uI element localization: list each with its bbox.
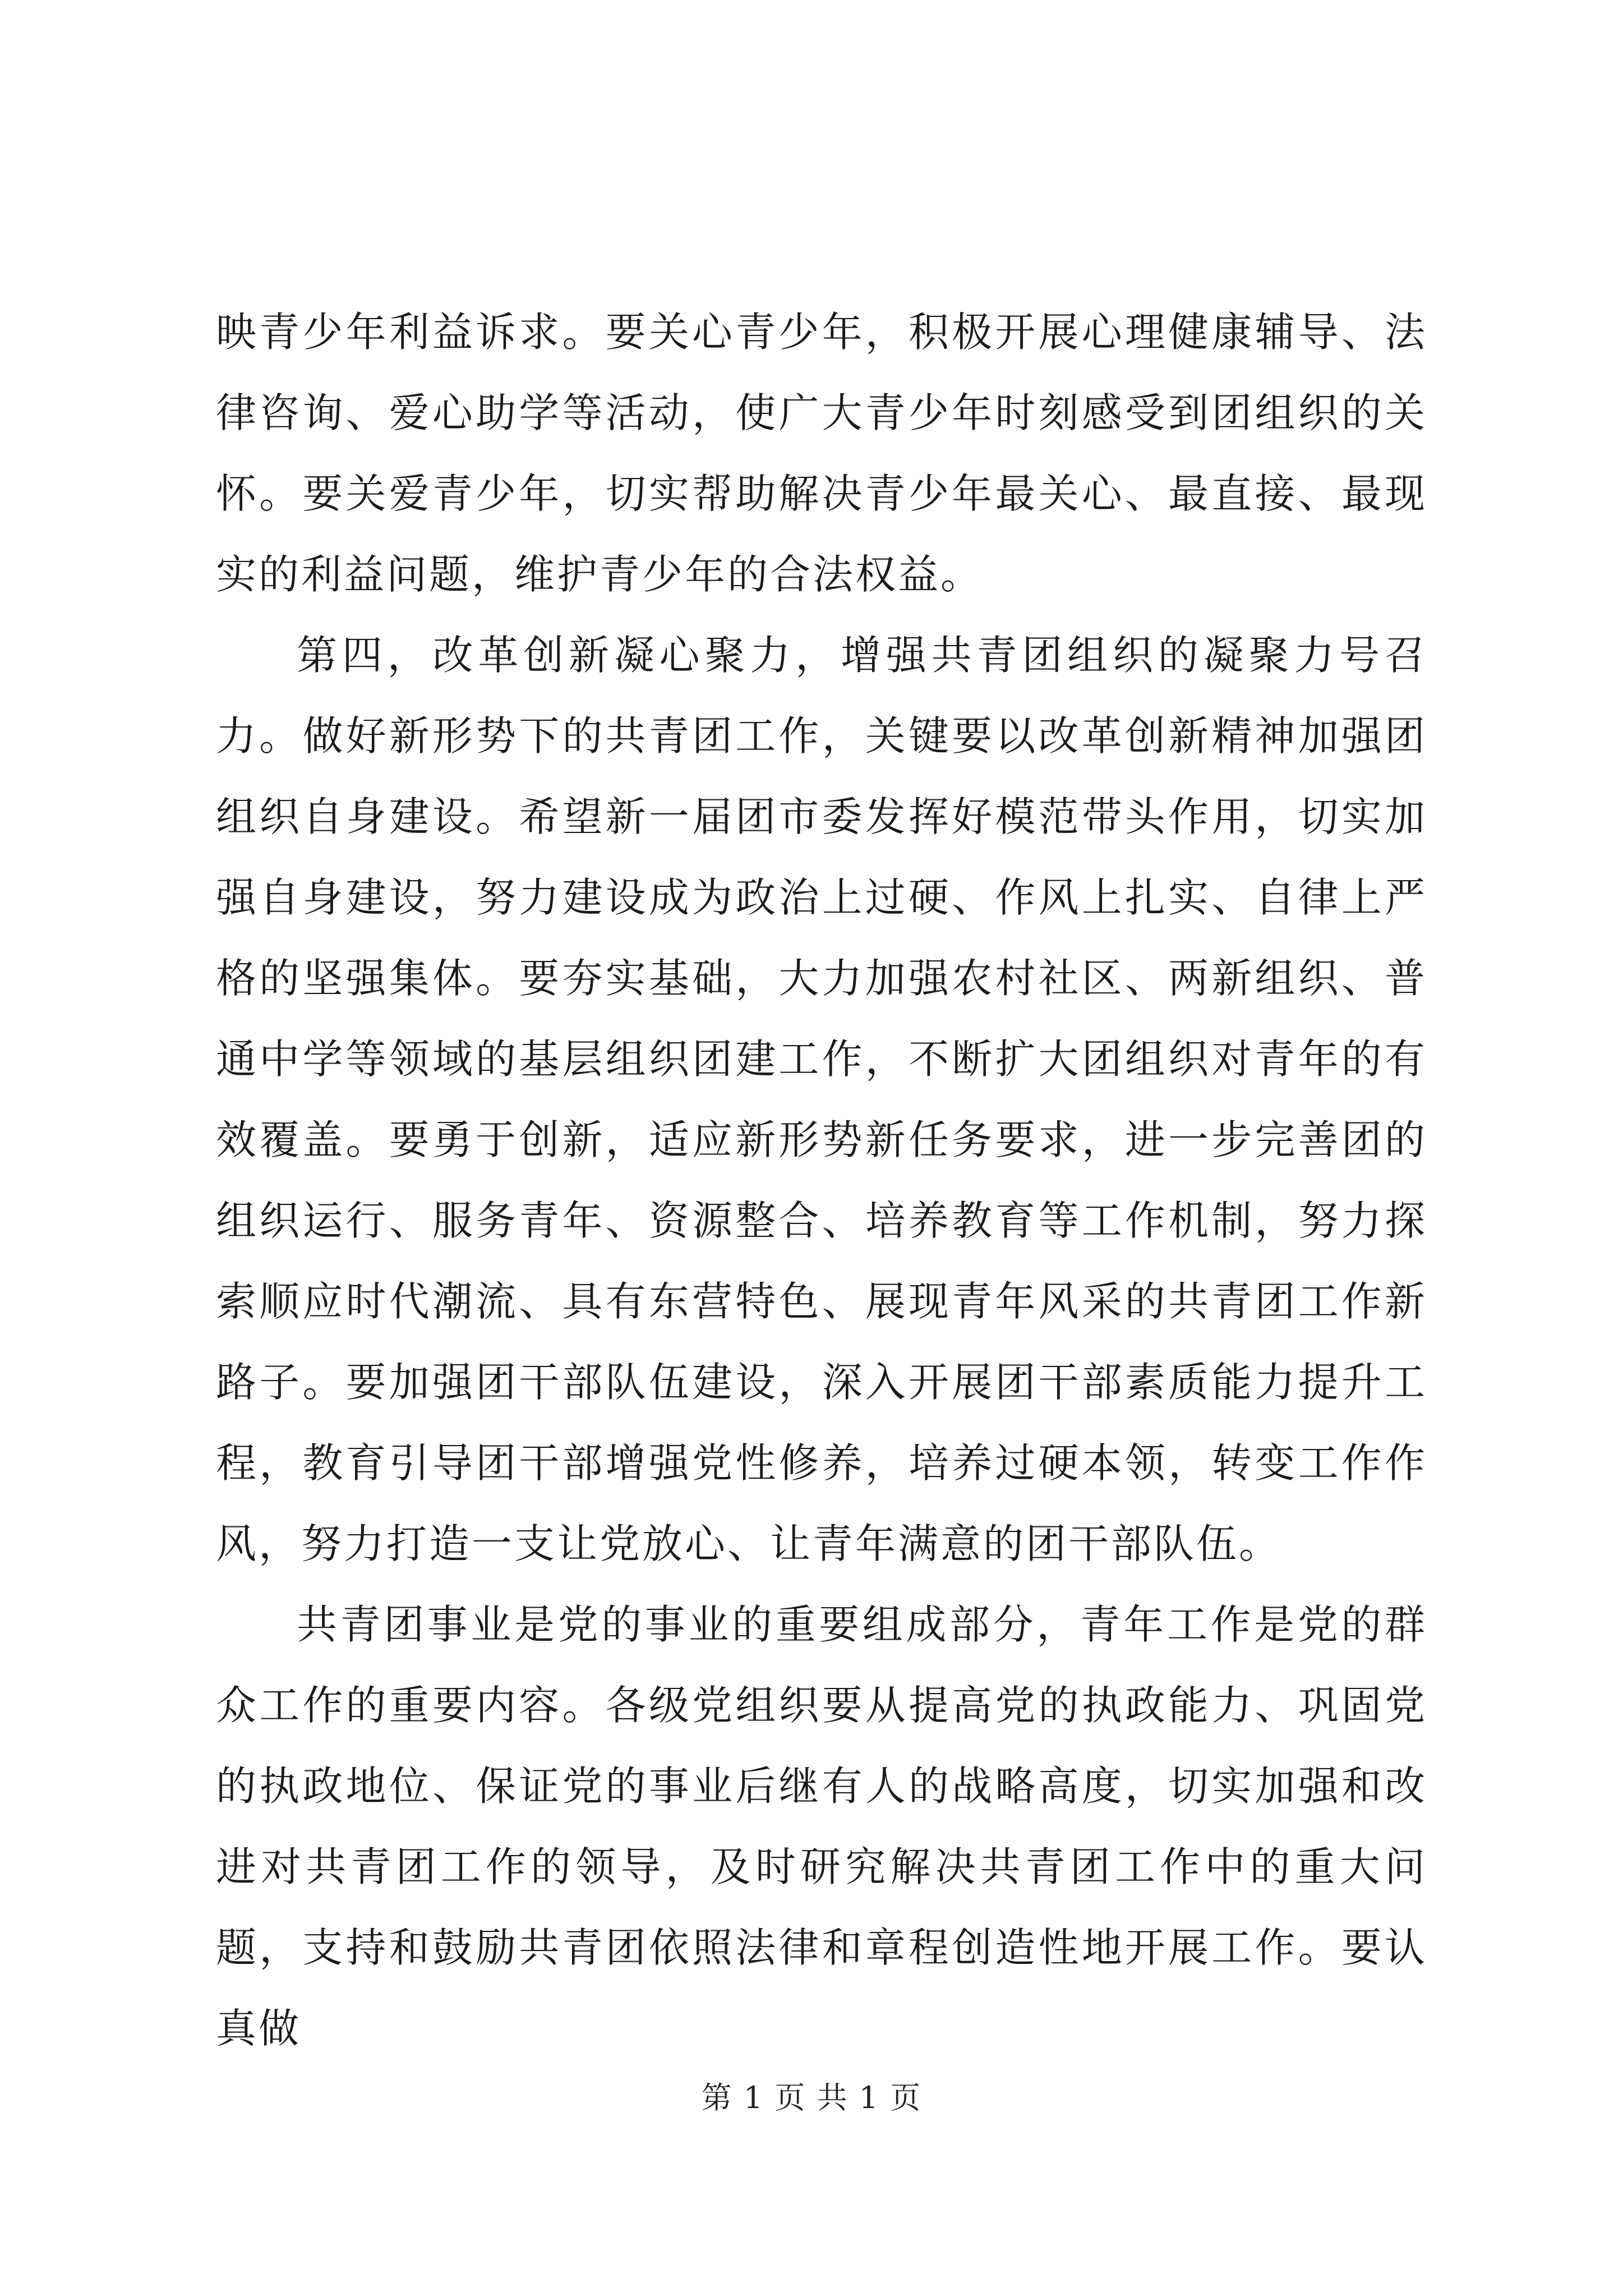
page-footer: 第 1 页 共 1 页: [701, 2080, 922, 2115]
paragraph-2: 第四，改革创新凝心聚力，增强共青团组织的凝聚力号召力。做好新形势下的共青团工作，关键要以改革创新精神加强团组织自身建设。希望新一届团市委发挥好模范带头作用，切实加强自身建设，努力建设成为政治上过硬、作风上扎实、自律上严格的坚强集体。要夯实基础，大力加强农村社区、两新组织、普通中学等领域的基层组织团建工作，不断扩大团组织对青年的有效覆盖。要勇于创新，适应新形势新任务要求，进一步完善团的组织运行、服务青年、资源整合、培养教育等工作机制，努力探索顺应时代潮流、具有东营特色、展现青年风采的共青团工作新路子。要加强团干部队伍建设，深入开展团干部素质能力提升工程，教育引导团干部增强党性修养，培养过硬本领，转变工作作风，努力打造一支让党放心、让青年满意的团干部队伍。: [216, 632, 1427, 1567]
document-body: [216, 292, 1427, 2069]
paragraph-1: 映青少年利益诉求。要关心青少年，积极开展心理健康辅导、法律咨询、爱心助学等活动，使广大青少年时刻感受到团组织的关怀。要关爱青少年，切实帮助解决青少年最关心、最直接、最现实的利益问题，维护青少年的合法权益。: [216, 309, 1427, 598]
paragraph-3: 共青团事业是党的事业的重要组成部分，青年工作是党的群众工作的重要内容。各级党组织要从提高党的执政能力、巩固党的执政地位、保证党的事业后继有人的战略高度，切实加强和改进对共青团工作的领导，及时研究解决共青团工作中的重大问题，支持和鼓励共青团依照法律和章程创造性地开展工作。要认真做: [216, 1601, 1427, 2052]
